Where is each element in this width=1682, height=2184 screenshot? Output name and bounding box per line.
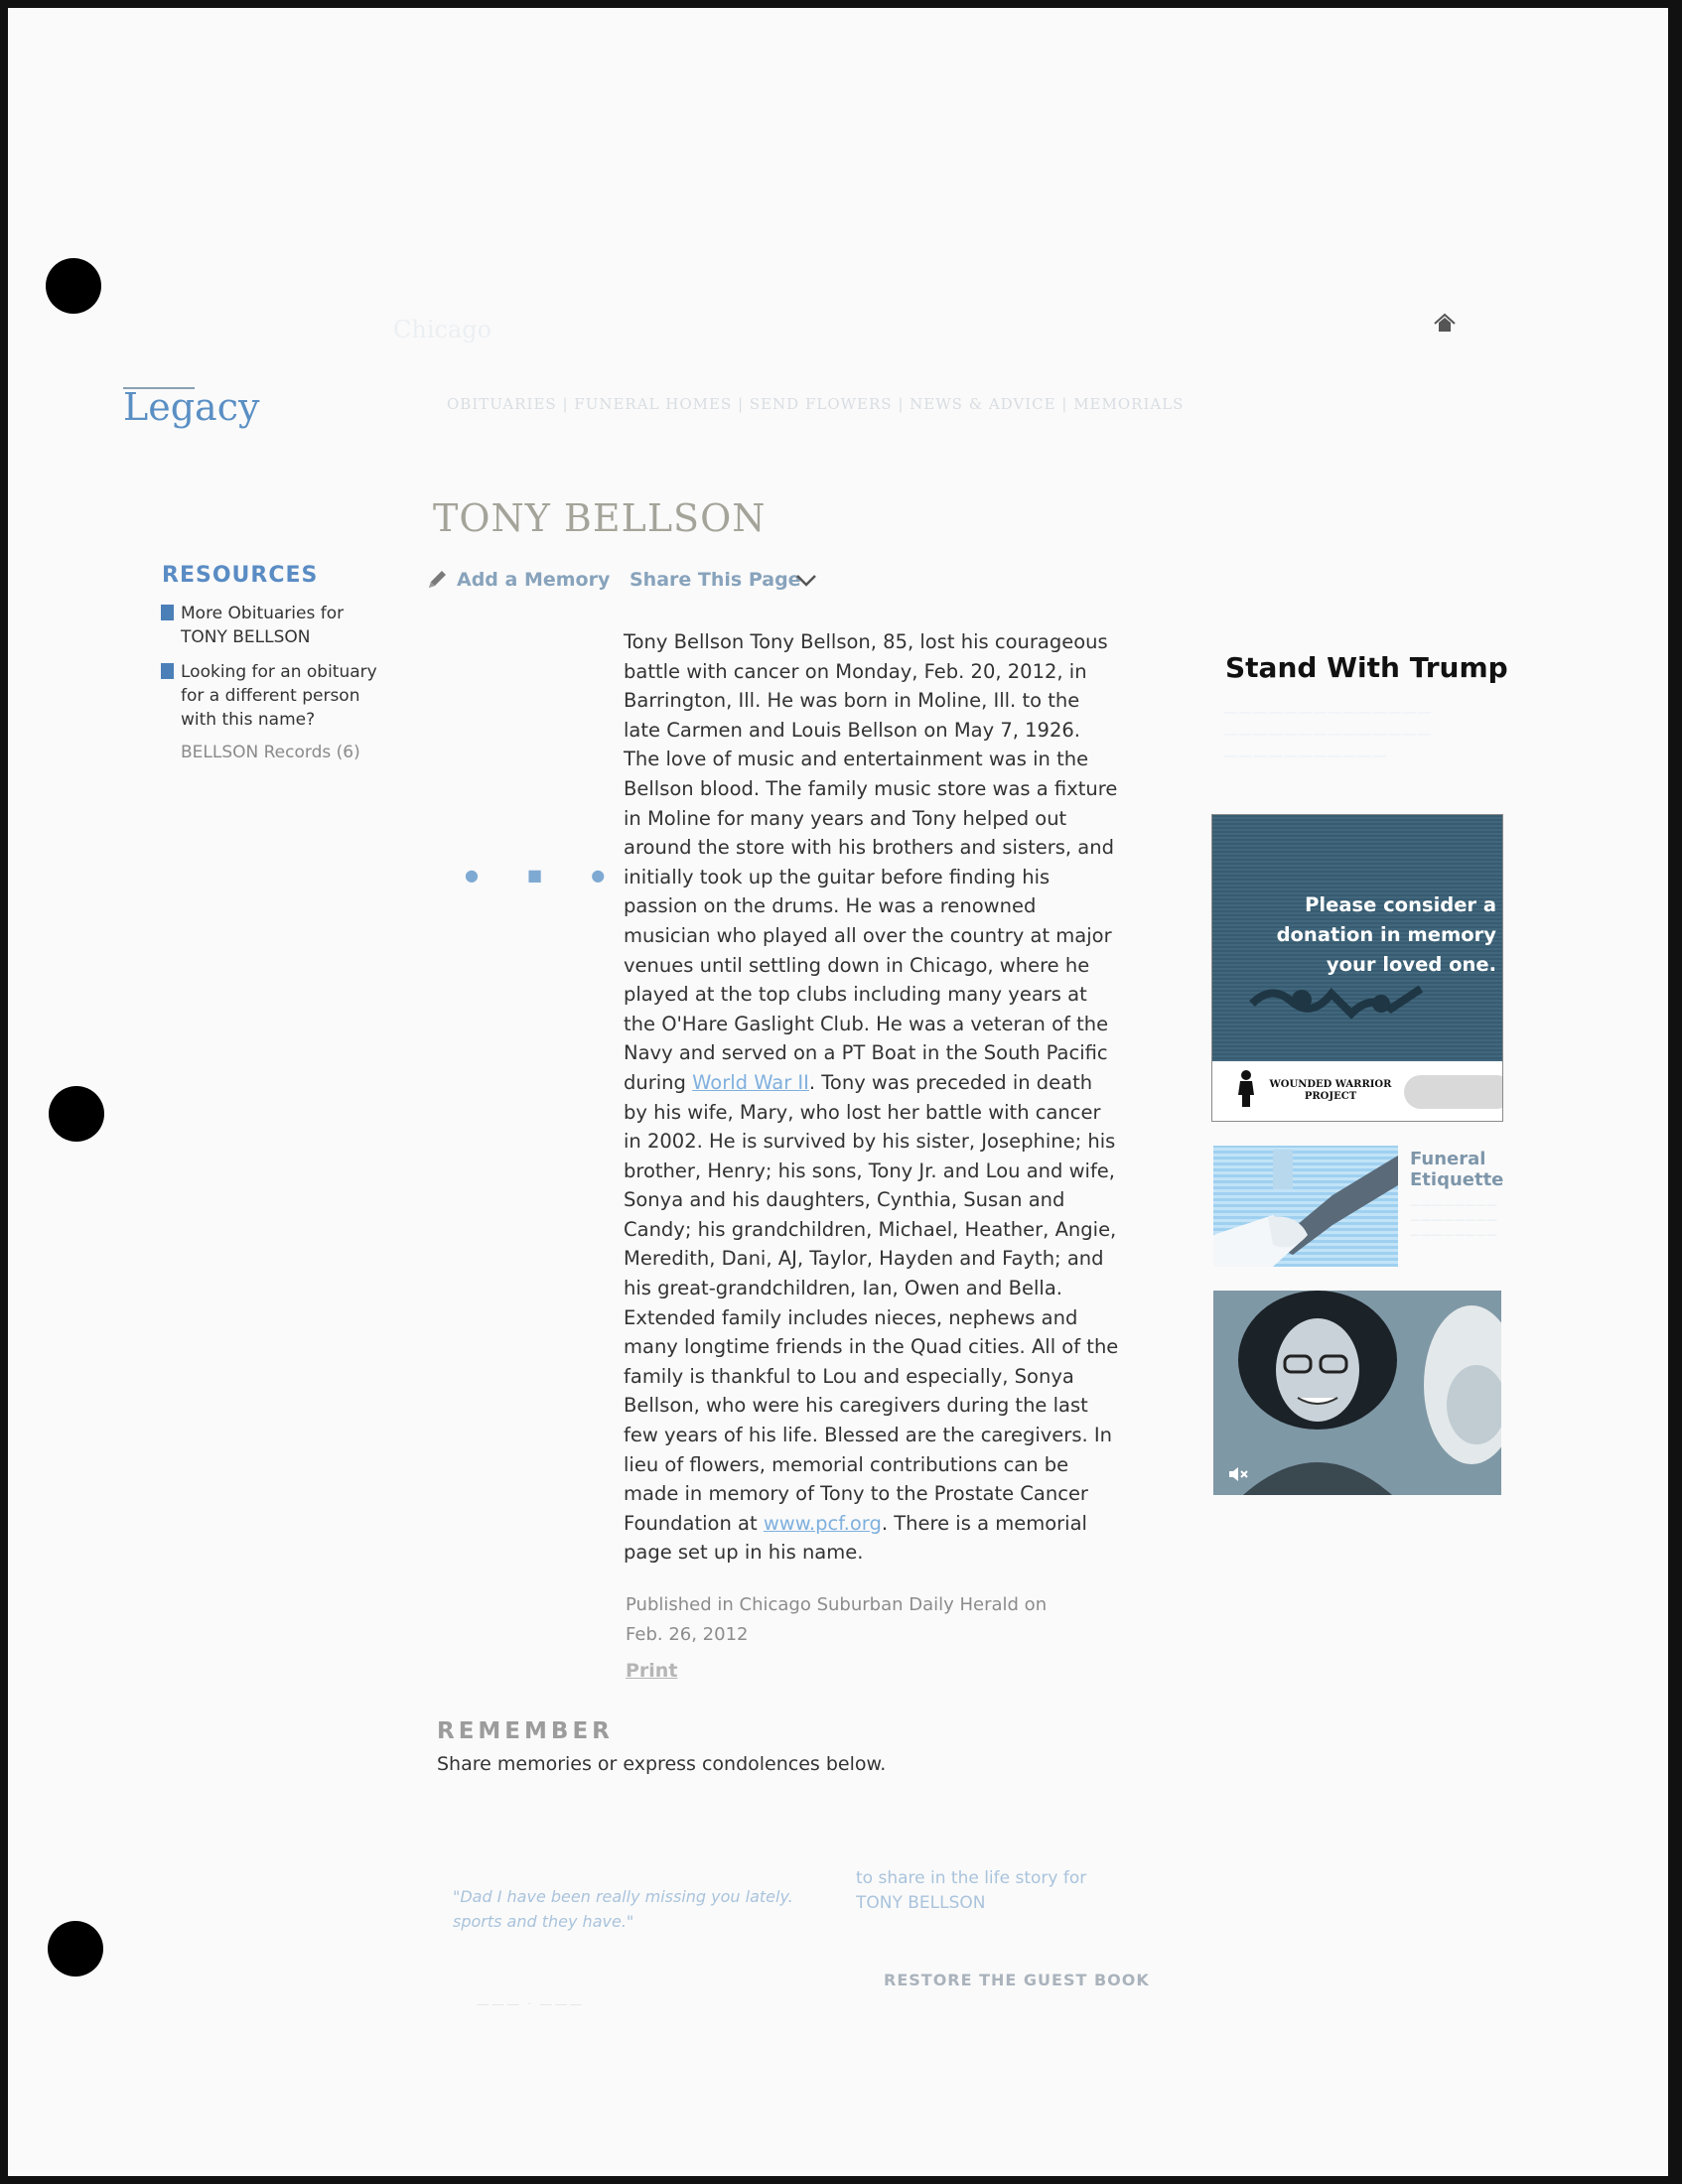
bellson-records-link[interactable]: BELLSON Records (6) (181, 743, 360, 762)
document-icon (161, 605, 174, 620)
remember-heading: REMEMBER (437, 1718, 614, 1744)
punch-hole-bottom (48, 1921, 103, 1977)
document-icon (161, 663, 174, 679)
loading-dots: ● ■ ● (465, 866, 628, 885)
guestbook-quote: "Dad I have been really missing you lately. sports and they have." (453, 1887, 793, 1931)
wwp-logo: WOUNDED WARRIOR PROJECT (1269, 1079, 1392, 1102)
share-life-story-link[interactable]: to share in the life story for TONY BELLSON (856, 1868, 1087, 1913)
obituary-body-3: . There is a memorial page set up in his name. (624, 1511, 1087, 1565)
funeral-etiquette-image[interactable] (1213, 1146, 1398, 1267)
wwp-ad-text: Please consider a donation in memory your loved one. (1276, 893, 1496, 976)
donate-button[interactable] (1404, 1075, 1503, 1109)
legacy-logo[interactable]: Legacy (123, 385, 260, 429)
home-icon[interactable] (1432, 310, 1458, 336)
different-person-link[interactable]: Looking for an obituary for a different person with this name? (181, 662, 377, 730)
obituary-text (624, 627, 1120, 1568)
faint-header-artifact: Chicago (393, 316, 492, 343)
main-nav[interactable]: OBITUARIES | FUNERAL HOMES | SEND FLOWERS | NEWS & ADVICE | MEMORIALS (447, 395, 1185, 413)
obituary-body-2: . Tony was preceded in death by his wife, Mary, who lost her battle with cancer in 2002. He is survived by his sister, Josephine; his brother, Henry; his sons, Tony Jr. and Lou and wife, Sonya and his daughters, Cynthia, Susan and Candy; his grandchildren, Michael, Heather, Angie, Meredith, Dani, AJ, Taylor, Hayden and Fayth; and his great-grandchildren, Ian, Owen and Bella. Extended family includes nieces, nephews and many longtime friends in the Quad cities. All of the family is thankful to Lou and especially, Sonya Bellson, who were his caregivers during the last few years of his life. Blessed are the caregivers. In lieu of flowers, memorial contributions can be made in memory of Tony to the Prostate Cancer Foundation at (624, 1070, 1119, 1535)
pcf-link[interactable]: www.pcf.org (763, 1511, 882, 1535)
faint-footer-artifact: ——— · ——— (477, 1997, 585, 2012)
punch-hole-middle (49, 1086, 104, 1142)
pencil-icon[interactable] (425, 568, 451, 592)
page-title: TONY BELLSON (433, 496, 767, 540)
ad-subtext: —————————————— —————————————— ——————————— (1223, 703, 1432, 764)
video-ad-frame (1213, 1291, 1501, 1495)
published-info: Published in Chicago Suburban Daily Herald on Feb. 26, 2012 (626, 1594, 1048, 1645)
video-ad-photo[interactable] (1213, 1291, 1501, 1495)
ad-headline[interactable]: Stand With Trump (1225, 651, 1508, 684)
funeral-etiquette-title[interactable]: Funeral Etiquette (1410, 1149, 1504, 1190)
obituary-body-1: Tony Bellson Tony Bellson, 85, lost his courageous battle with cancer on Monday, Feb. 20, 2012, in Barrington, Ill. He was born in Moline, Ill. to the late Carmen and Louis Bellson on May 7, 1926. The love of music and entertainment was in the Bellson blood. The family music store was a fixture in Moline for many years and Tony helped out around the store with his brothers and sisters, and initially took up the guitar before finding his passion on the drums. He was a renowned musician who played all over the country at major venues until settling down in Chicago, where he played at the top clubs including many years at the O'Hare Gaslight Club. He was a veteran of the Navy and served on a PT Boat in the South Pacific during (624, 630, 1118, 1094)
remember-subtitle: Share memories or express condolences below. (437, 1753, 887, 1775)
funeral-etiquette-desc: ———————— ———————— ———————— (1410, 1198, 1497, 1241)
restore-guestbook-button[interactable]: RESTORE THE GUEST BOOK (884, 1971, 1150, 1989)
punch-hole-top (46, 258, 101, 314)
chevron-down-icon[interactable] (794, 570, 818, 590)
share-page-link[interactable]: Share This Page (630, 569, 801, 591)
print-link[interactable]: Print (626, 1660, 678, 1682)
soldier-icon (1232, 1069, 1260, 1109)
wounded-warrior-ad[interactable] (1211, 814, 1503, 1122)
mute-icon[interactable] (1227, 1465, 1249, 1483)
more-obituaries-link[interactable]: More Obituaries for TONY BELLSON (181, 604, 345, 647)
hands-graphic (1242, 964, 1441, 1033)
handshake-graphic (1213, 1146, 1398, 1267)
world-war-ii-link[interactable]: World War II (692, 1070, 809, 1094)
resources-heading: RESOURCES (162, 563, 319, 588)
add-memory-link[interactable]: Add a Memory (457, 569, 611, 591)
